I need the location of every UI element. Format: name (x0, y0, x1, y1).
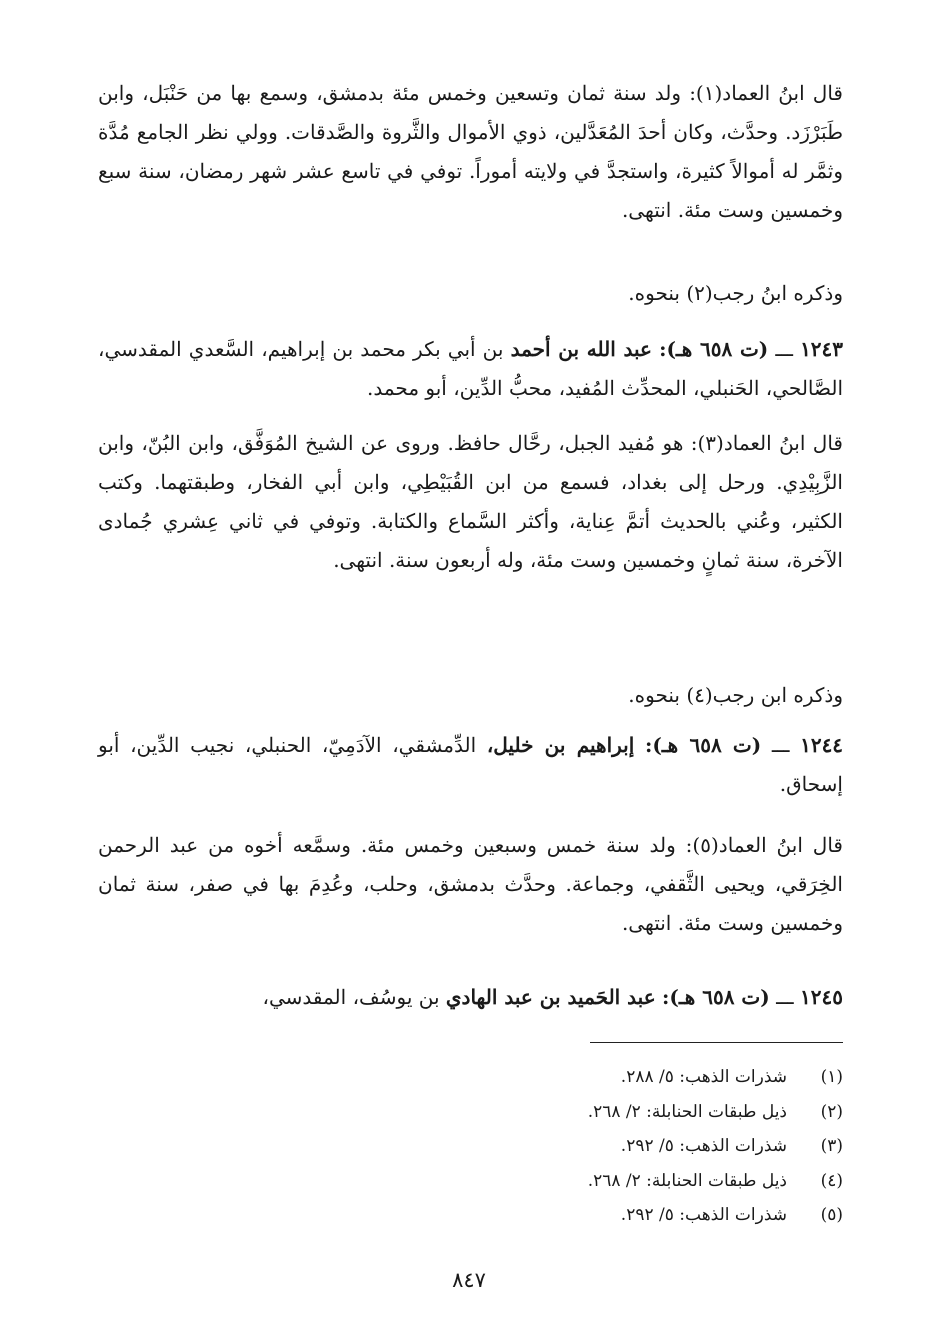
footnote-text: شذرات الذهب: ٥/ ٢٩٢. (620, 1136, 787, 1156)
entry-number: ١٢٤٥ (800, 985, 843, 1009)
entry-1245: ١٢٤٥ ـــ (ت ٦٥٨ هـ): عبد الحَميد بن عبد الهادي بن يوسُف، المقدسي، (262, 985, 843, 1009)
entry-date: (ت ٦٥٨ هـ): (644, 733, 762, 757)
footnote-number: (٥) (820, 1205, 843, 1225)
paragraph-ibn-imad-2: قال ابنُ العماد(٣): هو مُفيد الجبل، رحَّال حافظ. وروى عن الشيخ المُوَفَّق، وابن البُنّ، وابن الزَّبِيْدِي. ورحل إلى بغداد، فسمع من ابن القُبَيْطِي، وابن أبي الفخار، وطبقتهما. وكتب الكثير، وعُني بالحديث أتمَّ عِناية، وأكثر السَّماع والكتابة. وتوفي في ثاني عِشري جُمادى الآخرة، سنة ثمانٍ وخمسين وست مئة، وله أربعون سنة. انتهى. (98, 431, 843, 572)
paragraph-ibn-rajab-1: وذكره ابنُ رجب(٢) بنحوه. (628, 281, 843, 305)
entry-number: ١٢٤٣ (800, 337, 844, 361)
entry-details: بن أبي بكر محمد بن إبراهيم، السَّعدي المقدسي، الصَّالحي، الحَنبلي، المحدِّث المُفيد، محبُّ الدِّين، أبو محمد. (98, 337, 843, 400)
footnote-number: (٢) (820, 1101, 843, 1122)
footnote-item (400, 1198, 843, 1233)
footnote-text: ذيل طبقات الحنابلة: ٢/ ٢٦٨. (587, 1101, 787, 1122)
paragraph-ibn-imad-1: قال ابنُ العماد(١): ولد سنة ثمان وتسعين وخمس مئة بدمشق، وسمع بها من حَنْبَل، وابن طَبَرْزَد. وحدَّث، وكان أحدَ المُعَدَّلين، ذوي الأموال والثَّروة والصَّدقات. وولي نظر الجامع مُدَّة وثمَّر له أموالاً كثيرة، واستجدَّ في ولايته أموراً. توفي في تاسع عشر شهر رمضان، سنة سبع وخمسين وست مئة. انتهى. (98, 81, 843, 222)
footnote-item (400, 1095, 843, 1130)
footnote-number: (٤) (820, 1170, 843, 1191)
entry-number: ١٢٤٤ (800, 733, 844, 757)
paragraph-ibn-rajab-2: وذكره ابن رجب(٤) بنحوه. (628, 683, 843, 707)
footnote-number: (٣) (820, 1136, 843, 1156)
footnote-text: ذيل طبقات الحنابلة: ٢/ ٢٦٨. (587, 1170, 787, 1191)
entry-date: (ت ٦٥٨ هـ): (662, 985, 770, 1009)
entry-details: الدِّمشقي، الآدَمِيّ، الحنبلي، نجيب الدِّين، أبو إسحاق. (98, 733, 843, 796)
footnote-text: شذرات الذهب: ٥/ ٢٨٨. (620, 1067, 787, 1087)
page-number: ٨٤٧ (452, 1268, 486, 1292)
entry-name: عبد الحَميد بن عبد الهادي (445, 985, 656, 1009)
footnote-separator (590, 1042, 843, 1043)
footnote-item (400, 1060, 843, 1095)
entry-details: بن يوسُف، المقدسي، (262, 985, 440, 1009)
footnote-text: شذرات الذهب: ٥/ ٢٩٢. (620, 1205, 787, 1225)
paragraph-ibn-imad-3: قال ابنُ العماد(٥): ولد سنة خمس وسبعين وخمس مئة. وسمَّعه أخوه من عبد الرحمن الخِرَقي، ويحيى الثَّقفي، وجماعة. وحدَّث بدمشق، وحلب، وعُدِمَ بها في صفر، سنة ثمان وخمسين وست مئة. انتهى. (98, 833, 843, 935)
footnotes (400, 1060, 843, 1233)
entry-1243: ١٢٤٣ ـــ (ت ٦٥٨ هـ): عبد الله بن أحمد بن أبي بكر محمد بن إبراهيم، السَّعدي المقدسي، الصَّالحي، الحَنبلي، المحدِّث المُفيد، محبُّ الدِّين، أبو محمد. (98, 337, 844, 400)
footnote-number: (١) (820, 1067, 843, 1087)
entry-1244: ١٢٤٤ ـــ (ت ٦٥٨ هـ): إبراهيم بن خليل، الدِّمشقي، الآدَمِيّ، الحنبلي، نجيب الدِّين، أبو إسحاق. (98, 733, 844, 796)
footnote-item (400, 1164, 843, 1199)
entry-name: إبراهيم بن خليل، (486, 733, 635, 757)
footnote-item (400, 1129, 843, 1164)
entry-date: (ت ٦٥٨ هـ): (659, 337, 769, 361)
entry-name: عبد الله بن أحمد (510, 337, 652, 361)
